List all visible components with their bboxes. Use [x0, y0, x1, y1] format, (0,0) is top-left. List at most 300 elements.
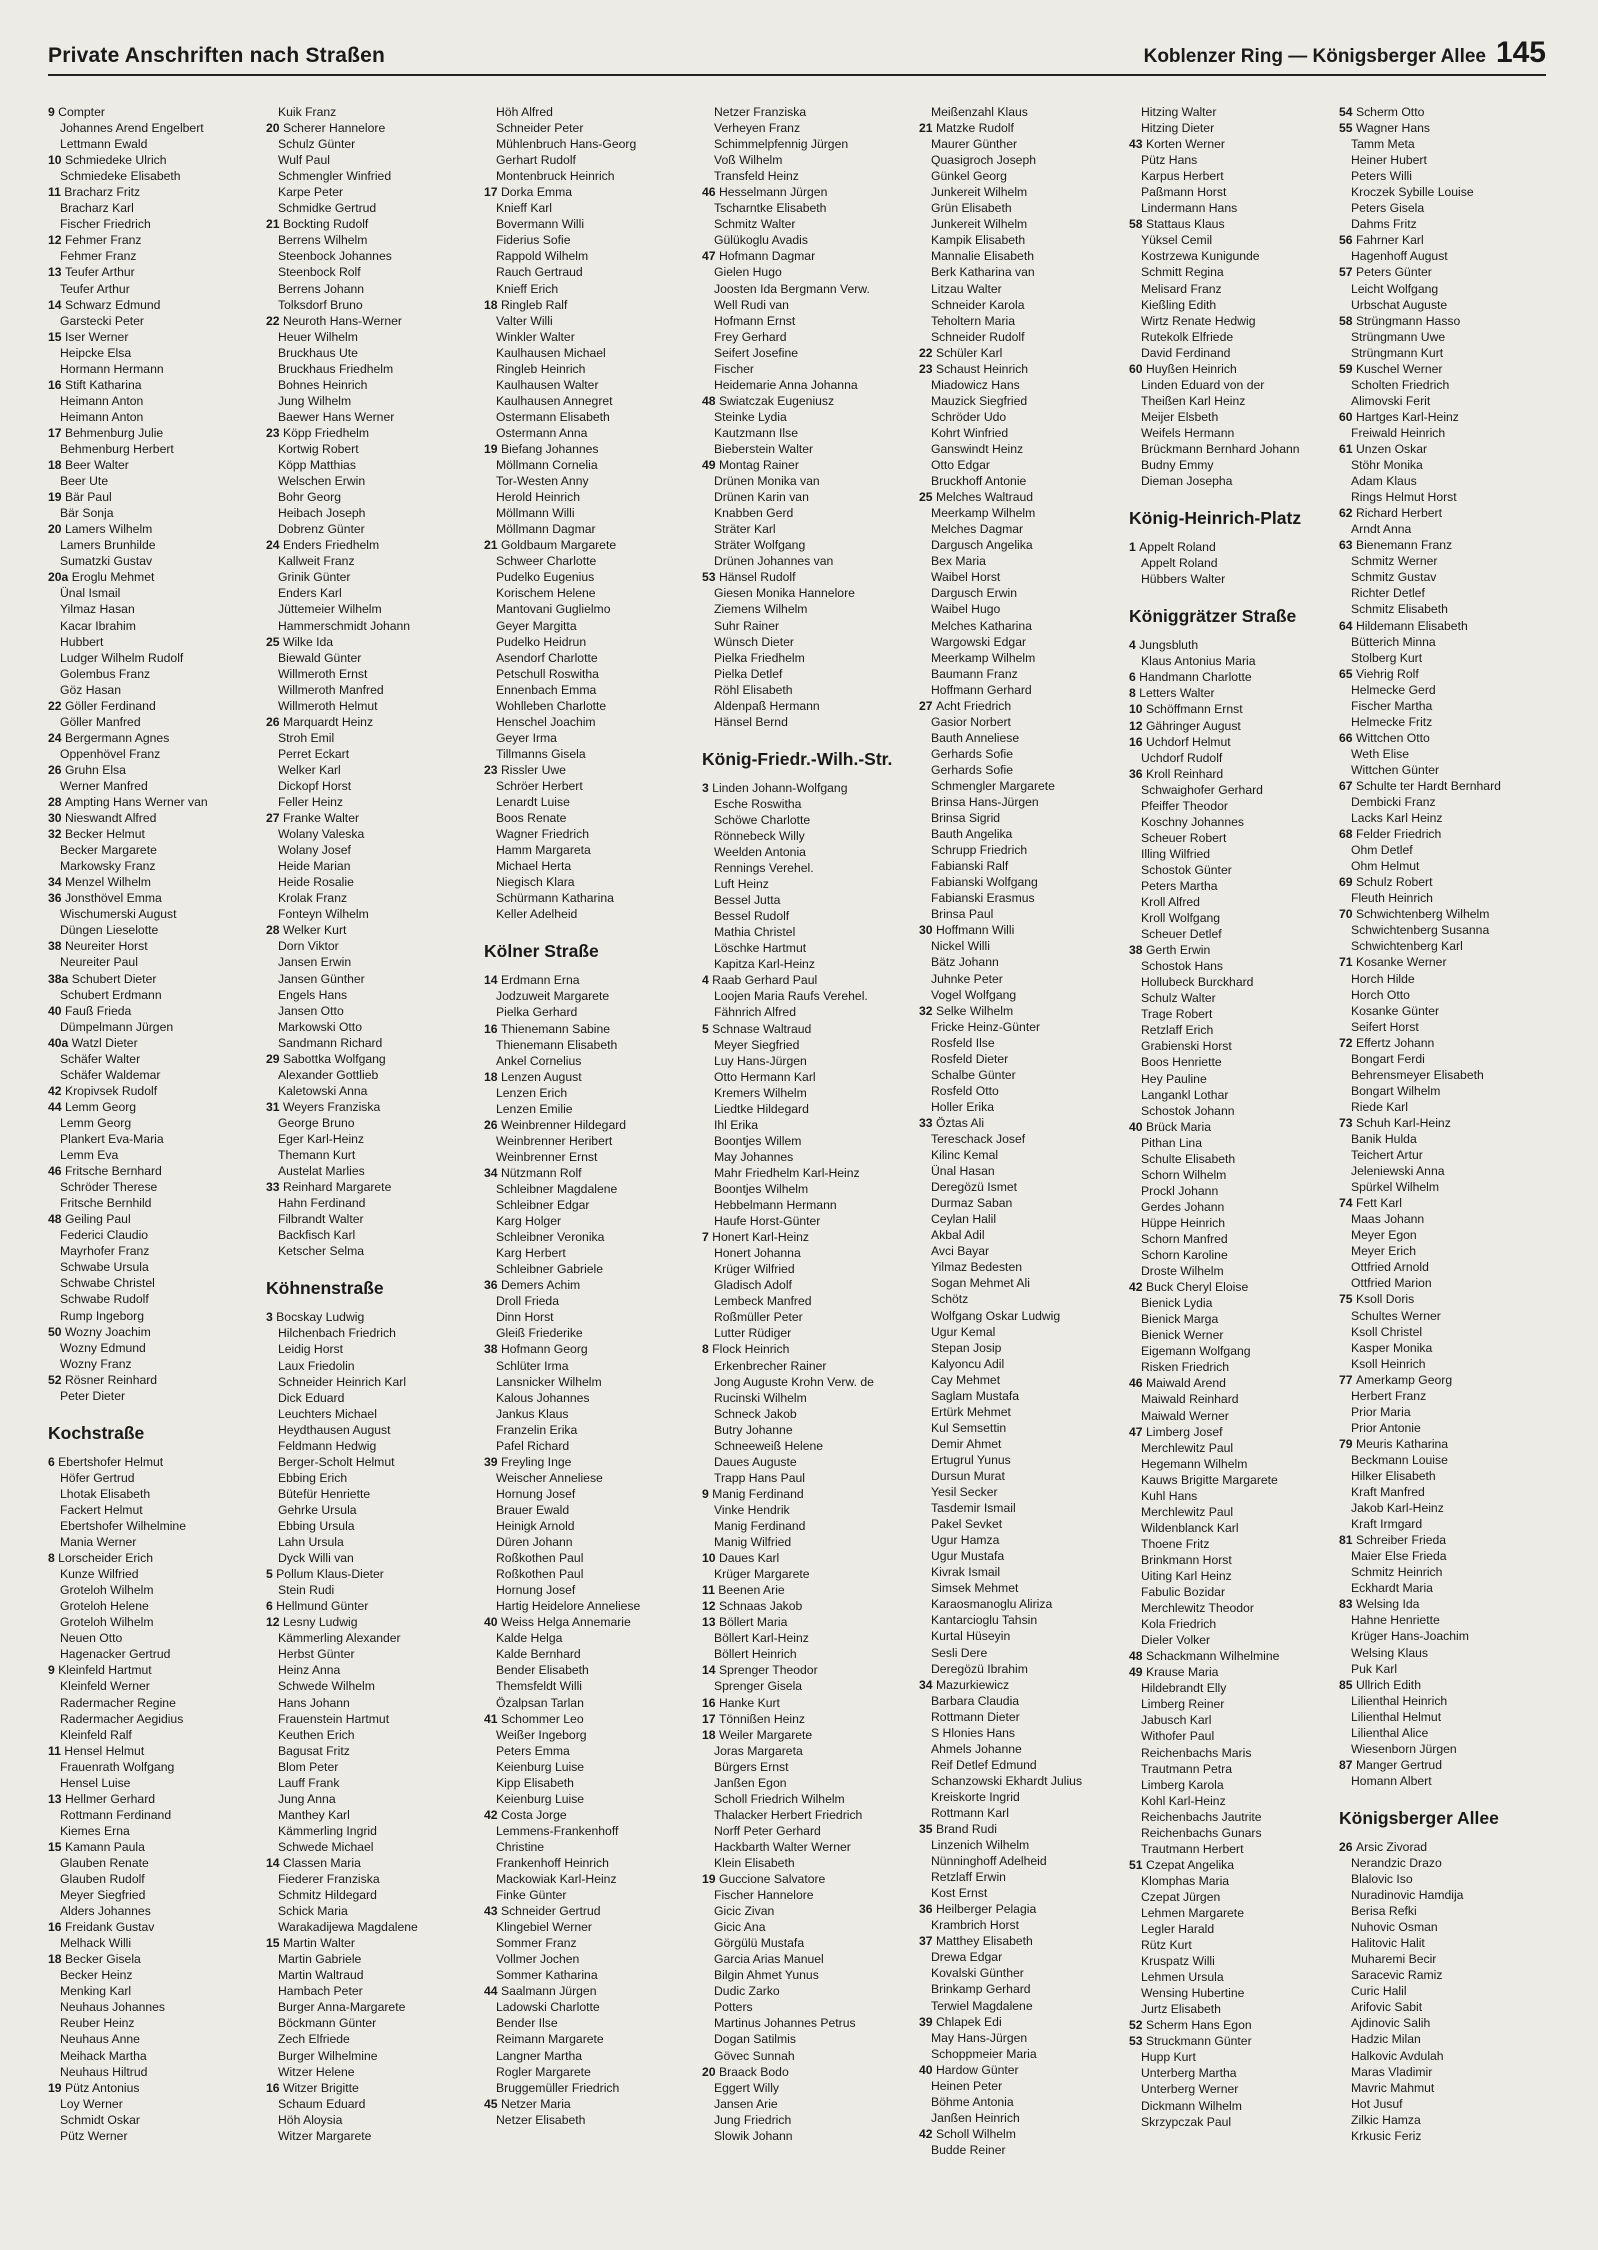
resident-entry: Bagusat Fritz: [278, 1743, 350, 1758]
resident-entry: Homann Albert: [1351, 1773, 1432, 1788]
resident-name: Kuschel Werner: [1355, 361, 1443, 376]
resident-entry: Hollubeck Burckhard: [1141, 975, 1254, 990]
resident-entry: Hensel Luise: [60, 1775, 131, 1790]
house-number: 85: [1339, 1677, 1356, 1692]
house-number: 28: [48, 795, 65, 810]
resident-name: Hildemann Elisabeth: [1355, 618, 1468, 633]
house-entry: [48, 1372, 256, 1388]
resident-entry: Eger Karl-Heinz: [278, 1132, 365, 1146]
resident-entry: Linzenich Wilhelm: [931, 1838, 1030, 1853]
house-number: 15: [266, 1936, 283, 1951]
house-number: 12: [702, 1599, 719, 1614]
resident-entry: Becker Margarete: [60, 843, 157, 858]
resident-entry: Schlüter Irma: [496, 1358, 569, 1373]
resident-name: Schneider Gertrud: [500, 1904, 601, 1919]
resident-entry: Ankel Cornelius: [496, 1053, 582, 1068]
resident-entry: Gladisch Adolf: [714, 1278, 792, 1293]
resident-entry: Jurtz Elisabeth: [1141, 2002, 1221, 2017]
resident-entry: Scheuer Detlef: [1141, 927, 1222, 942]
resident-entry: Barbara Claudia: [931, 1693, 1020, 1708]
resident-entry: Demir Ahmet: [931, 1436, 1002, 1451]
house-number: 57: [1339, 265, 1356, 280]
house-entry: [48, 521, 256, 537]
resident-entry: Lemm Georg: [60, 1115, 132, 1130]
house-entry: [48, 425, 256, 441]
resident-entry: Schmidt Oskar: [60, 2112, 140, 2127]
resident-entry: Bär Sonja: [60, 506, 114, 521]
resident-entry: Wildenblanck Karl: [1141, 1520, 1239, 1535]
house-number: 87: [1339, 1757, 1356, 1772]
resident-entry: Giesen Monika Hannelore: [714, 586, 855, 601]
house-entry: [1129, 216, 1337, 232]
resident-entry: Austelat Marlies: [278, 1164, 365, 1179]
resident-entry: Ohm Detlef: [1351, 843, 1413, 858]
resident-entry: Ladowski Charlotte: [496, 2000, 600, 2015]
resident-name: Matzke Rudolf: [935, 121, 1014, 136]
resident-entry: Reuber Heinz: [60, 2016, 135, 2031]
resident-entry: Enders Karl: [278, 586, 342, 601]
house-number: 52: [48, 1372, 65, 1387]
resident-entry: Möllmann Willi: [496, 506, 575, 521]
resident-name: Öztas Ali: [935, 1115, 985, 1130]
resident-entry: Bovermann Willi: [496, 217, 585, 232]
resident-name: Hesselmann Jürgen: [718, 185, 828, 200]
resident-name: Mattheу Elisabeth: [935, 1934, 1033, 1949]
house-entry: [702, 972, 910, 988]
house-entry: [266, 1566, 474, 1582]
resident-entry: Feller Heinz: [278, 795, 344, 810]
resident-name: Richard Herbert: [1355, 506, 1442, 521]
resident-entry: Norff Peter Gerhard: [714, 1823, 821, 1838]
resident-entry: Hey Pauline: [1141, 1071, 1207, 1086]
resident-name: Biefang Johannes: [500, 441, 599, 456]
resident-entry: Honert Johanna: [714, 1246, 801, 1261]
house-number: 34: [919, 1677, 936, 1692]
resident-entry: Schmengler Winfried: [278, 169, 392, 184]
resident-name: Wilke Ida: [282, 634, 334, 649]
resident-entry: Trage Robert: [1141, 1007, 1213, 1022]
resident-entry: Uiting Karl Heinz: [1141, 1568, 1232, 1583]
resident-name: Hensel Helmut: [64, 1743, 145, 1758]
house-entry: [484, 762, 692, 778]
resident-entry: Kroll Wolfgang: [1141, 911, 1221, 926]
house-entry: [1129, 766, 1337, 782]
resident-entry: Fabianski Wolfgang: [931, 875, 1038, 890]
house-number: 32: [919, 1003, 936, 1018]
resident-entry: Schürmann Katharina: [496, 891, 614, 906]
resident-entry: Berrens Johann: [278, 281, 365, 296]
resident-entry: Bongart Ferdi: [1351, 1051, 1425, 1066]
resident-entry: Göz Hasan: [60, 682, 121, 697]
resident-entry: Alexander Gottlieb: [278, 1067, 379, 1082]
resident-entry: Löschke Hartmut: [714, 941, 807, 956]
house-number: 16: [266, 2080, 283, 2095]
resident-entry: Dahms Fritz: [1351, 217, 1417, 232]
resident-name: Mazurkiewicz: [935, 1677, 1010, 1692]
house-entry: [48, 1099, 256, 1115]
house-number: 11: [48, 185, 65, 200]
resident-entry: Deregözü Ibrahim: [931, 1661, 1028, 1676]
resident-entry: Sommer Franz: [496, 1936, 577, 1951]
house-entry: [484, 972, 692, 988]
house-entry: [1129, 1857, 1337, 1873]
resident-entry: Lenardt Luise: [496, 795, 570, 810]
resident-name: Schwichtenberg Wilhelm: [1355, 907, 1490, 922]
resident-entry: Lansnicker Wilhelm: [496, 1374, 602, 1389]
resident-name: Lesny Ludwig: [282, 1615, 358, 1630]
house-number: 12: [1129, 718, 1146, 733]
resident-entry: Ihl Erika: [714, 1117, 759, 1132]
resident-entry: Groteloh Wilhelm: [60, 1615, 154, 1630]
resident-entry: Frey Gerhard: [714, 329, 787, 344]
resident-entry: Berk Katharina van: [931, 265, 1035, 280]
house-number: 40a: [48, 1035, 72, 1050]
resident-entry: Tereschack Josef: [931, 1132, 1026, 1146]
resident-entry: Schmidke Gertrud: [278, 201, 377, 216]
house-number: 43: [1129, 137, 1146, 152]
resident-entry: Saglam Mustafa: [931, 1388, 1020, 1403]
resident-entry: Bender Ilse: [496, 2016, 558, 2031]
resident-entry: Appelt Roland: [1141, 556, 1218, 571]
resident-entry: Lilienthal Heinrich: [1351, 1693, 1448, 1708]
resident-entry: Heydthausen August: [278, 1422, 391, 1437]
resident-name: Gruhn Elsa: [64, 762, 126, 777]
resident-entry: Willmeroth Ernst: [278, 666, 368, 681]
resident-entry: Lehmen Ursula: [1141, 1970, 1224, 1985]
resident-entry: Meißenzahl Klaus: [931, 105, 1028, 119]
resident-name: Schulte ter Hardt Bernhard: [1355, 778, 1501, 793]
house-number: 6: [48, 1454, 59, 1469]
resident-entry: Manig Ferdinand: [714, 1518, 806, 1533]
resident-entry: Deregözü Ismet: [931, 1180, 1018, 1195]
resident-entry: Hilchenbach Friedrich: [278, 1326, 396, 1341]
resident-entry: Wolfgang Oskar Ludwig: [931, 1308, 1061, 1323]
resident-entry: Wensing Hubertine: [1141, 1986, 1245, 2001]
house-entry: [48, 698, 256, 714]
resident-entry: Jabusch Karl: [1141, 1713, 1212, 1728]
resident-entry: Berisa Refki: [1351, 1904, 1417, 1919]
resident-entry: Ahmels Johanne: [931, 1741, 1022, 1756]
resident-entry: Markowsky Franz: [60, 859, 156, 874]
resident-entry: Prockl Johann: [1141, 1183, 1219, 1198]
resident-entry: Ugur Mustafa: [931, 1549, 1005, 1564]
resident-entry: Eigemann Wolfgang: [1141, 1344, 1251, 1359]
resident-entry: Özalpsan Tarlan: [496, 1695, 584, 1710]
resident-entry: Scholten Friedrich: [1351, 377, 1450, 392]
resident-entry: Jakob Karl-Heinz: [1351, 1501, 1444, 1516]
resident-entry: Kauws Brigitte Margarete: [1141, 1472, 1278, 1487]
resident-entry: Otto Hermann Karl: [714, 1069, 816, 1084]
house-entry: [48, 874, 256, 890]
resident-entry: Legler Harald: [1141, 1922, 1215, 1937]
resident-entry: Liedtke Hildegard: [714, 1101, 809, 1116]
resident-entry: Brückmann Bernhard Johann: [1141, 441, 1300, 456]
resident-entry: Keienburg Luise: [496, 1759, 585, 1774]
resident-name: Pütz Antonius: [64, 2080, 140, 2095]
resident-entry: Knabben Gerd: [714, 506, 794, 521]
resident-name: Strüngmann Hasso: [1355, 313, 1461, 328]
resident-entry: Meihack Martha: [60, 2048, 147, 2063]
house-entry: [1339, 313, 1547, 329]
house-entry: [1129, 669, 1337, 685]
resident-entry: Schwaighofer Gerhard: [1141, 782, 1263, 797]
resident-entry: Schäfer Waldemar: [60, 1067, 161, 1082]
resident-entry: Roßkothen Paul: [496, 1567, 584, 1582]
resident-name: Freidank Gustav: [64, 1920, 155, 1935]
resident-entry: Schanzowski Ekhardt Julius: [931, 1773, 1083, 1788]
house-entry: [1129, 734, 1337, 750]
resident-name: Menzel Wilhelm: [64, 875, 151, 890]
resident-entry: Mühlenbruch Hans-Georg: [496, 137, 637, 152]
resident-entry: Slowik Johann: [714, 2128, 793, 2143]
resident-entry: Filbrandt Walter: [278, 1212, 364, 1227]
resident-entry: Wittchen Günter: [1351, 762, 1440, 777]
resident-entry: Rauch Gertraud: [496, 265, 583, 280]
resident-entry: Beckmann Louise: [1351, 1452, 1448, 1467]
resident-entry: Schweer Charlotte: [496, 554, 597, 569]
resident-entry: Schmitz Hildegard: [278, 1888, 377, 1903]
resident-entry: Hornung Josef: [496, 1583, 576, 1598]
resident-entry: Kola Friedrich: [1141, 1617, 1217, 1632]
house-number: 17: [702, 1711, 719, 1726]
resident-entry: Mathia Christel: [714, 925, 796, 940]
resident-entry: Winkler Walter: [496, 329, 575, 344]
resident-name: Jonsthövel Emma: [64, 891, 162, 906]
resident-entry: Litzau Walter: [931, 281, 1002, 296]
resident-entry: Feldmann Hedwig: [278, 1438, 377, 1453]
resident-entry: Herold Heinrich: [496, 490, 580, 505]
house-entry: [266, 1855, 474, 1871]
resident-entry: Lilienthal Helmut: [1351, 1709, 1442, 1724]
house-number: 14: [48, 297, 65, 312]
resident-name: Ebertshofer Helmut: [58, 1454, 164, 1469]
resident-entry: Kampik Elisabeth: [931, 233, 1026, 248]
resident-entry: Heipcke Elsa: [60, 345, 132, 360]
resident-entry: Hagenacker Gertrud: [60, 1647, 171, 1662]
resident-entry: Haufe Horst-Günter: [714, 1214, 821, 1229]
resident-entry: Martin Waltraud: [278, 1968, 364, 1983]
resident-entry: Bruggemüller Friedrich: [496, 2080, 620, 2095]
resident-name: Amerkamp Georg: [1355, 1372, 1453, 1387]
resident-entry: Oppenhövel Franz: [60, 746, 161, 761]
house-number: 23: [266, 425, 283, 440]
resident-entry: Alimovski Ferit: [1351, 393, 1431, 408]
resident-name: Meuris Katharina: [1355, 1436, 1449, 1451]
resident-entry: Bienick Lydia: [1141, 1296, 1213, 1311]
resident-entry: Schneider Heinrich Karl: [278, 1374, 407, 1389]
resident-entry: Schmitz Heinrich: [1351, 1565, 1443, 1580]
resident-entry: Jong Auguste Krohn Verw. de: [714, 1374, 874, 1389]
resident-entry: Aldenpaß Hermann: [714, 698, 820, 713]
resident-entry: Loojen Maria Raufs Verehel.: [714, 989, 868, 1004]
resident-entry: George Bruno: [278, 1115, 355, 1130]
house-number: 72: [1339, 1035, 1356, 1050]
house-entry: [1339, 730, 1547, 746]
resident-entry: Hans Johann: [278, 1695, 350, 1710]
resident-entry: Schmitt Regina: [1141, 265, 1224, 280]
resident-entry: Schulz Walter: [1141, 991, 1216, 1006]
resident-entry: Melches Dagmar: [931, 522, 1024, 537]
resident-entry: Kuik Franz: [278, 105, 337, 119]
resident-entry: Bruckhaus Ute: [278, 345, 358, 360]
resident-entry: Gövec Sunnah: [714, 2048, 795, 2063]
house-entry: [702, 1598, 910, 1614]
resident-entry: Teholtern Maria: [931, 313, 1015, 328]
resident-entry: Ennenbach Emma: [496, 682, 597, 697]
resident-entry: Ceylan Halil: [931, 1212, 997, 1227]
resident-entry: Neureiter Paul: [60, 955, 138, 970]
resident-name: Goldbaum Margarete: [500, 538, 617, 553]
resident-entry: Krüger Margarete: [714, 1567, 810, 1582]
house-number: 64: [1339, 618, 1356, 633]
resident-entry: Kalyoncu Adil: [931, 1356, 1005, 1371]
resident-entry: Thoene Fritz: [1141, 1536, 1210, 1551]
resident-entry: Warakadijewa Magdalene: [278, 1920, 418, 1935]
house-entry: [266, 922, 474, 938]
resident-entry: Rucinski Wilhelm: [714, 1390, 807, 1405]
resident-name: Schnaas Jakob: [718, 1599, 803, 1614]
house-entry: [48, 2080, 256, 2096]
page-header-street-range: Koblenzer Ring — Königsberger Allee: [1143, 46, 1486, 67]
resident-name: Czepat Angelika: [1145, 1857, 1235, 1872]
resident-entry: Janßen Egon: [714, 1775, 787, 1790]
resident-entry: Schröer Herbert: [496, 778, 583, 793]
house-entry: [484, 1277, 692, 1293]
resident-name: Rissler Uwe: [500, 762, 566, 777]
house-number: 54: [1339, 105, 1356, 119]
resident-entry: Klingebiel Werner: [496, 1920, 592, 1935]
house-number: 49: [702, 458, 719, 473]
resident-name: Lamers Wilhelm: [64, 522, 153, 537]
house-number: 10: [702, 1551, 719, 1566]
house-number: 19: [702, 1872, 719, 1887]
house-entry: [266, 120, 474, 136]
resident-entry: Heimann Anton: [60, 409, 144, 424]
resident-name: Hofmann Dagmar: [718, 249, 816, 264]
house-number: 48: [1129, 1649, 1146, 1664]
resident-entry: Lemmens-Frankenhoff: [496, 1823, 619, 1838]
address-column: [1339, 104, 1547, 2144]
resident-entry: Durmaz Saban: [931, 1196, 1013, 1211]
house-number: 77: [1339, 1372, 1356, 1387]
resident-entry: Schaum Eduard: [278, 2096, 366, 2111]
resident-entry: Bruckhoff Antonie: [931, 474, 1027, 489]
resident-entry: Joras Margareta: [714, 1743, 803, 1758]
resident-entry: Eckhardt Maria: [1351, 1581, 1433, 1596]
resident-entry: Schrupp Friedrich: [931, 843, 1028, 858]
resident-name: Swiatczak Eugeniusz: [718, 393, 835, 408]
resident-entry: Dudic Zarko: [714, 1984, 780, 1999]
resident-entry: Schleibner Edgar: [496, 1198, 590, 1213]
house-entry: [484, 1117, 692, 1133]
resident-entry: Gerhards Sofie: [931, 762, 1013, 777]
resident-entry: Potters: [714, 2000, 753, 2015]
resident-entry: Reichenbachs Jautrite: [1141, 1809, 1262, 1824]
resident-name: Iser Werner: [64, 329, 129, 344]
house-entry: [1129, 1119, 1337, 1135]
resident-entry: Göller Manfred: [60, 714, 141, 729]
house-number: 75: [1339, 1292, 1356, 1307]
resident-entry: Dickopf Horst: [278, 778, 352, 793]
resident-entry: Tamm Meta: [1351, 137, 1415, 152]
resident-entry: Ludger Wilhelm Rudolf: [60, 650, 184, 665]
house-number: 46: [702, 185, 719, 200]
resident-name: Bienemann Franz: [1355, 538, 1453, 553]
house-entry: [919, 1115, 1127, 1131]
resident-entry: Maiwald Reinhard: [1141, 1392, 1239, 1407]
resident-entry: Schneider Rudolf: [931, 329, 1025, 344]
resident-entry: Ziemens Wilhelm: [714, 602, 808, 617]
resident-name: Bockting Rudolf: [282, 217, 369, 232]
resident-entry: Dieler Volker: [1141, 1633, 1211, 1648]
house-number: 11: [702, 1583, 719, 1598]
house-number: 66: [1339, 730, 1356, 745]
resident-entry: Kosanke Günter: [1351, 1003, 1440, 1018]
resident-entry: Seifert Horst: [1351, 1019, 1419, 1034]
house-entry: [266, 1614, 474, 1630]
resident-entry: Weißer Ingeborg: [496, 1727, 587, 1742]
house-entry: [1129, 539, 1337, 555]
resident-name: Stift Katharina: [64, 377, 142, 392]
page-header-left-title: Private Anschriften nach Straßen: [48, 44, 386, 67]
house-number: 56: [1339, 233, 1356, 248]
resident-entry: Mannalie Elisabeth: [931, 249, 1034, 264]
house-number: 16: [702, 1695, 719, 1710]
resident-name: Geiling Paul: [64, 1212, 131, 1227]
house-entry: [702, 1695, 910, 1711]
resident-entry: Daues Auguste: [714, 1454, 797, 1469]
house-number: 69: [1339, 875, 1356, 890]
resident-name: Welsing Ida: [1355, 1597, 1420, 1612]
house-entry: [919, 120, 1127, 136]
resident-entry: Cay Mehmet: [931, 1372, 1001, 1387]
resident-entry: Schubert Erdmann: [60, 987, 162, 1002]
resident-entry: Dieman Josepha: [1141, 474, 1233, 489]
resident-name: Köpp Friedhelm: [282, 425, 369, 440]
house-number: 63: [1339, 538, 1356, 553]
resident-entry: Köpp Matthias: [278, 458, 356, 473]
resident-entry: Retzlaff Erich: [1141, 1023, 1214, 1038]
resident-name: Manger Gertrud: [1355, 1757, 1442, 1772]
resident-entry: Netzer Franziska: [714, 105, 807, 119]
resident-entry: Boos Henriette: [1141, 1055, 1222, 1070]
house-entry: [919, 1933, 1127, 1949]
resident-entry: Kacar Ibrahim: [60, 618, 136, 633]
house-entry: [1129, 136, 1337, 152]
house-entry: [919, 1677, 1127, 1693]
resident-name: Korten Werner: [1145, 137, 1225, 152]
resident-name: Schulz Robert: [1355, 875, 1433, 890]
resident-entry: Röhl Elisabeth: [714, 682, 793, 697]
house-number: 25: [266, 634, 283, 649]
resident-name: Hänsel Rudolf: [718, 570, 796, 585]
house-entry: [702, 1871, 910, 1887]
house-number: 33: [266, 1180, 283, 1195]
house-number: 60: [1129, 361, 1146, 376]
resident-name: Fehmer Franz: [64, 233, 142, 248]
house-number: 17: [48, 425, 65, 440]
resident-entry: Krüger Wilfried: [714, 1262, 795, 1277]
resident-entry: Kautzmann Ilse: [714, 425, 799, 440]
house-number: 15: [48, 329, 65, 344]
resident-name: Scherm Otto: [1355, 105, 1425, 119]
resident-name: Linden Johann-Wolfgang: [712, 780, 848, 795]
resident-name: Manig Ferdinand: [712, 1486, 804, 1501]
resident-name: Becker Gisela: [64, 1952, 141, 1967]
resident-entry: Möllmann Cornelia: [496, 458, 598, 473]
street-heading: König-Heinrich-Platz: [1129, 508, 1302, 529]
resident-entry: Niegisch Klara: [496, 875, 575, 890]
